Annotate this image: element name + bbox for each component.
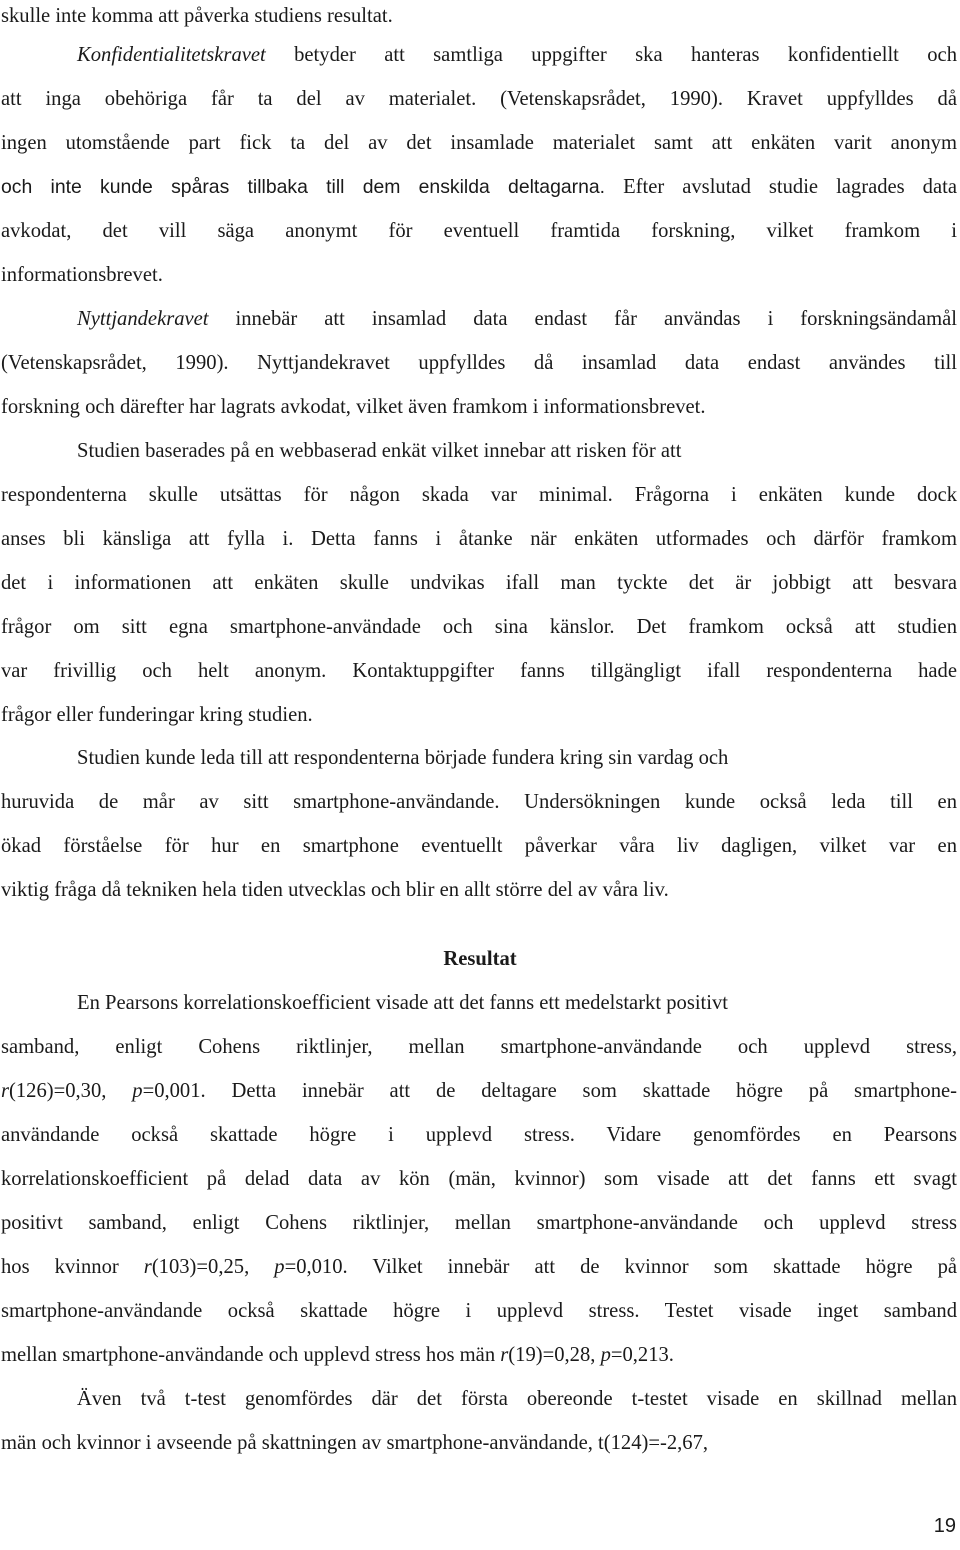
text-run: frågor om sitt egna smartphone-användade och sina känslor. Det framkom också att studien	[1, 616, 957, 638]
term-nyttjandekravet: Nyttjandekravet	[77, 308, 209, 330]
text-run: var frivillig och helt anonym. Kontaktuppgifter fanns tillgängligt ifall respondenterna hade	[1, 660, 957, 682]
stat-symbol-p: p	[132, 1080, 143, 1102]
text-run: informationsbrevet.	[1, 264, 163, 286]
text-run: Studien kunde leda till att respondenterna började fundera kring sin vardag och	[77, 747, 729, 769]
text-line	[77, 298, 957, 342]
text-line	[1, 1290, 957, 1334]
text-run: skulle inte komma att påverka studiens resultat.	[1, 5, 393, 27]
text-run: (19)=0,28,	[508, 1344, 601, 1366]
text-line	[77, 982, 957, 1026]
text-run: =0,213.	[610, 1344, 674, 1366]
text-run: En Pearsons korrelationskoefficient visade att det fanns ett medelstarkt positivt	[77, 992, 729, 1014]
text-run: Även två t-test genomfördes där det första obereonde t-testet visade en skillnad mellan	[77, 1388, 957, 1410]
text-line	[77, 34, 957, 78]
text-run: anses bli känsliga att fylla i. Detta fanns i åtanke när enkäten utformades och därför framkom	[1, 528, 957, 550]
text-run: (126)=0,30,	[9, 1080, 133, 1102]
text-run: användande också skattade högre i upplevd stress. Vidare genomfördes en Pearsons	[1, 1124, 957, 1146]
stat-symbol-p: p	[600, 1344, 611, 1366]
text-line	[1, 386, 957, 430]
text-run: Efter avslutad studie lagrades data	[605, 176, 957, 198]
text-run: innebär att insamlad data endast får användas i forskningsändamål	[208, 308, 957, 330]
text-line	[1, 606, 957, 650]
text-line	[1, 518, 957, 562]
text-line	[1, 254, 957, 298]
text-line	[1, 1114, 957, 1158]
text-line	[1, 78, 957, 122]
text-run: (103)=0,25,	[151, 1256, 275, 1278]
text-line	[77, 430, 957, 474]
text-run: respondenterna skulle utsättas för någon skada var minimal. Frågorna i enkäten kunde dock	[1, 484, 957, 506]
text-run: och inte kunde spåras tillbaka till dem enskilda deltagarna.	[1, 176, 606, 198]
text-run: ökad förståelse för hur en smartphone eventuellt påverkar våra liv dagligen, vilket var en	[1, 835, 957, 857]
text-run: Nyttjandekravet uppfylldes då insamlad data endast användes till	[228, 352, 957, 374]
text-run: =0,010. Vilket innebär att de kvinnor som skattade högre på	[284, 1256, 958, 1278]
text-line	[1, 342, 957, 386]
text-line	[1, 166, 957, 210]
stat-symbol-r: r	[500, 1344, 509, 1366]
text-run: viktig fråga då tekniken hela tiden utvecklas och blir en allt större del av våra liv.	[1, 879, 669, 901]
stat-symbol-p: p	[274, 1256, 285, 1278]
text-line	[1, 1026, 957, 1070]
text-line	[1, 650, 957, 694]
stat-symbol-r: r	[1, 1080, 10, 1102]
text-run: positivt samband, enligt Cohens riktlinjer, mellan smartphone-användande och upplevd stress	[1, 1212, 957, 1234]
text-run: samband, enligt Cohens riktlinjer, mellan smartphone-användande och upplevd stress,	[1, 1036, 957, 1058]
text-line	[1, 1246, 957, 1290]
text-run: Studien baserades på en webbaserad enkät vilket innebar att risken för att	[77, 440, 682, 462]
term-konfidentialitetskravet: Konfidentialitetskravet	[77, 44, 266, 66]
section-heading: Resultat	[443, 948, 517, 970]
text-line	[77, 1378, 957, 1422]
text-run: huruvida de mår av sitt smartphone-användande. Undersökningen kunde också leda till en	[1, 791, 957, 813]
text-line	[1, 210, 957, 254]
text-run: ingen utomstående part fick ta del av det insamlade materialet samt att enkäten varit anonym	[1, 132, 957, 154]
text-line	[1, 781, 957, 825]
text-line	[1, 825, 957, 869]
text-run: korrelationskoefficient på delad data av kön (män, kvinnor) som visade att det fanns ett svagt	[1, 1168, 957, 1190]
text-run: avkodat, det vill säga anonymt för eventuell framtida forskning, vilket framkom i	[1, 220, 957, 242]
text-run: smartphone-användande också skattade högre i upplevd stress. Testet visade inget samband	[1, 1300, 957, 1322]
text-run: (Vetenskapsrådet, 1990).	[1, 352, 229, 374]
text-run: Kravet uppfylldes då	[746, 88, 957, 110]
text-run: betyder att samtliga uppgifter ska hanteras konfidentiellt och	[265, 44, 957, 66]
text-line	[77, 737, 957, 781]
text-line	[1, 1422, 957, 1466]
text-line	[1, 474, 957, 518]
text-line	[1, 1070, 957, 1114]
stat-symbol-r: r	[143, 1256, 152, 1278]
text-line	[1, 562, 957, 606]
text-run: hos kvinnor	[1, 1256, 144, 1278]
text-line	[1, 122, 957, 166]
text-line	[1, 694, 957, 738]
text-run: forskning och därefter har lagrats avkodat, vilket även framkom i informationsbrevet.	[1, 396, 706, 418]
text-run: att inga obehöriga får ta del av materialet. (Vetenskapsrådet, 1990).	[1, 88, 747, 110]
text-line	[1, 1334, 957, 1378]
text-line	[1, 869, 957, 913]
text-run: mellan smartphone-användande och upplevd stress hos män	[1, 1344, 501, 1366]
text-run: män och kvinnor i avseende på skattningen av smartphone-användande, t(124)=-2,67,	[1, 1432, 709, 1454]
text-line	[1, 1202, 957, 1246]
page-number: 19	[933, 1515, 956, 1537]
text-run: det i informationen att enkäten skulle undvikas ifall man tyckte det är jobbigt att besvara	[1, 572, 957, 594]
text-run: frågor eller funderingar kring studien.	[1, 704, 313, 726]
text-line	[1, 1158, 957, 1202]
text-run: =0,001. Detta innebär att de deltagare som skattade högre på smartphone-	[142, 1080, 957, 1102]
